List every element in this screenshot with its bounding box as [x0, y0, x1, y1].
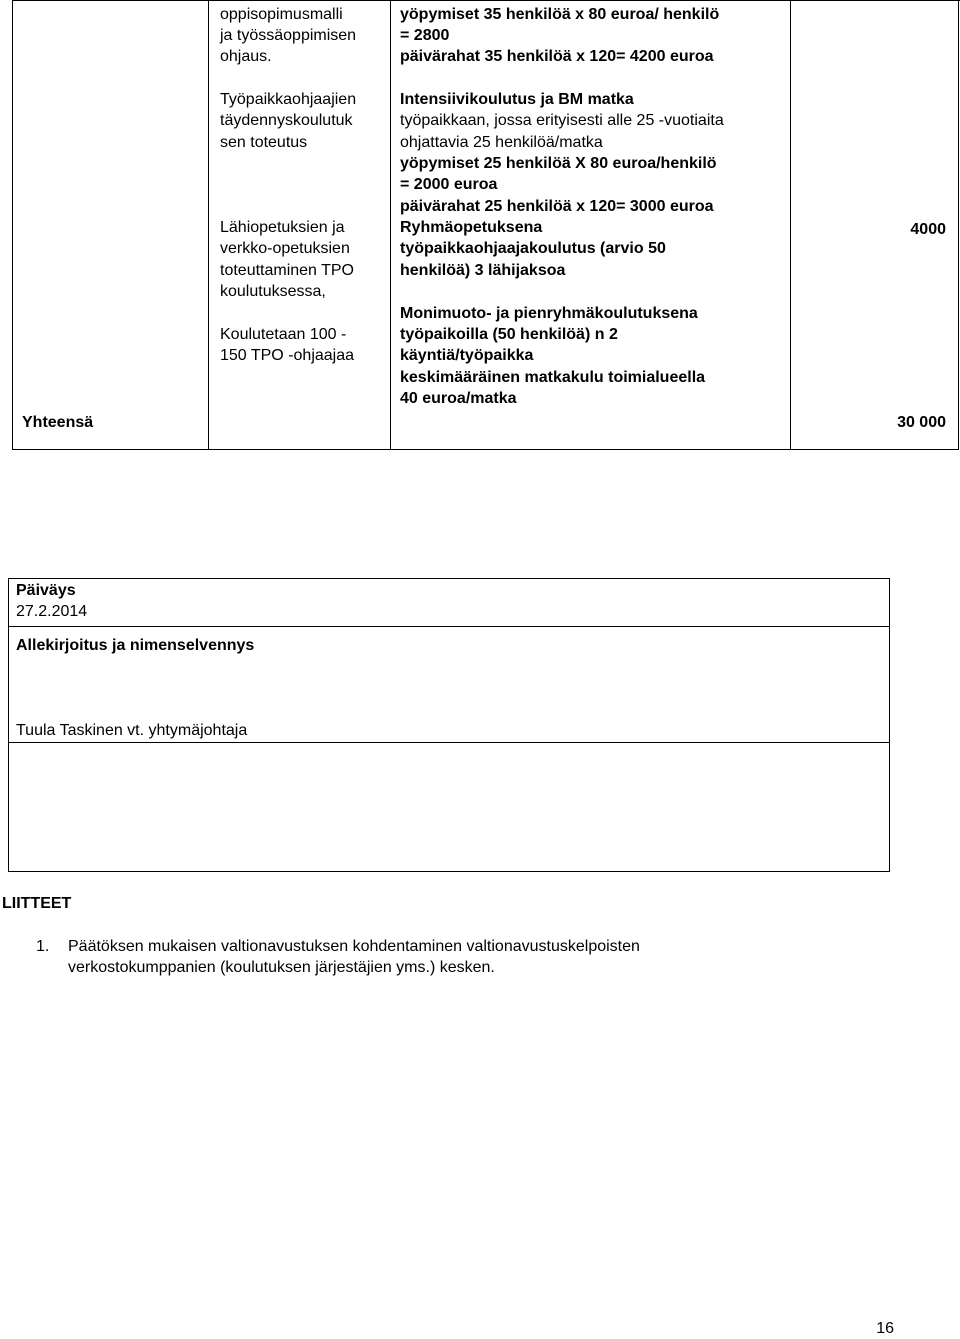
- signer-name: Tuula Taskinen vt. yhtymäjohtaja: [16, 722, 248, 739]
- attachment-number: 1.: [36, 938, 50, 955]
- date-value: 27.2.2014: [16, 603, 88, 620]
- row-main-col2-b2-line-3: käyntiä/työpaikka: [400, 347, 534, 364]
- signature-box-divider-1: [8, 626, 889, 627]
- table-col-divider-2: [390, 0, 391, 450]
- row-main-col1-b1-line-2: täydennyskoulutuk: [220, 112, 353, 129]
- row-main-col2-b2-line-5: 40 euroa/matka: [400, 390, 517, 407]
- row-main-col2-bold-2: = 2000 euroa: [400, 176, 498, 193]
- signature-box-divider-2: [8, 742, 889, 743]
- row-main-col2-bold-4: Ryhmäopetuksena: [400, 219, 543, 236]
- attachment-text-line-2: verkostokumppanien (koulutuksen järjestäjien yms.) kesken.: [68, 959, 495, 976]
- row-main-col2-bold-5: työpaikkaohjaajakoulutus (arvio 50: [400, 240, 666, 257]
- row-main-col1-b1-line-3: sen toteutus: [220, 134, 308, 151]
- row-main-col2-line-1: työpaikkaan, jossa erityisesti alle 25 -vuotiaita: [400, 112, 724, 129]
- page-number: 16: [876, 1320, 894, 1337]
- table-left-border: [12, 0, 13, 450]
- row-main-col1-b2-line-3: toteuttaminen TPO: [220, 262, 354, 279]
- row-main-col1-b2-line-1: Lähiopetuksien ja: [220, 219, 345, 236]
- row-top-col2-line-1: yöpymiset 35 henkilöä x 80 euroa/ henkilö: [400, 6, 720, 23]
- signature-label: Allekirjoitus ja nimenselvennys: [16, 637, 255, 654]
- row-main-col2-title: Intensiivikoulutus ja BM matka: [400, 91, 634, 108]
- date-label: Päiväys: [16, 582, 76, 599]
- row-main-col2-bold-1: yöpymiset 25 henkilöä X 80 euroa/henkilö: [400, 155, 717, 172]
- row-main-col1-b3-line-1: Koulutetaan 100 -: [220, 326, 347, 343]
- row-main-col2-bold-3: päivärahat 25 henkilöä x 120= 3000 euroa: [400, 198, 714, 215]
- row-main-col2-line-2: ohjattavia 25 henkilöä/matka: [400, 134, 603, 151]
- row-main-col1-b1-line-1: Työpaikkaohjaajien: [220, 91, 357, 108]
- attachments-title: LIITTEET: [2, 895, 72, 912]
- row-top-col1-line-1: oppisopimusmalli: [220, 6, 343, 23]
- table-right-border: [958, 0, 959, 450]
- table-top-border: [12, 0, 960, 1]
- row-top-col2-line-2: = 2800: [400, 27, 450, 44]
- row-top-col2-line-3: päivärahat 35 henkilöä x 120= 4200 euroa: [400, 48, 714, 65]
- total-value: 30 000: [897, 414, 946, 431]
- row-main-col2-b2-line-4: keskimääräinen matkakulu toimialueella: [400, 369, 706, 386]
- attachment-text-line-1: Päätöksen mukaisen valtionavustuksen kohdentaminen valtionavustuskelpoisten: [68, 938, 640, 955]
- row-top-col1-line-3: ohjaus.: [220, 48, 272, 65]
- row-main-amount: 4000: [910, 221, 946, 238]
- table-col-divider-1: [208, 0, 209, 450]
- row-top-col1-line-2: ja työssäoppimisen: [220, 27, 357, 44]
- row-main-col2-b2-line-1: Monimuoto- ja pienryhmäkoulutuksena: [400, 305, 698, 322]
- row-main-col2-b2-line-2: työpaikoilla (50 henkilöä) n 2: [400, 326, 618, 343]
- table-bottom-border: [12, 449, 959, 450]
- row-main-col1-b2-line-2: verkko-opetuksien: [220, 240, 350, 257]
- table-col-divider-3: [790, 0, 791, 450]
- total-label: Yhteensä: [22, 414, 94, 431]
- row-main-col1-b3-line-2: 150 TPO -ohjaajaa: [220, 347, 355, 364]
- row-main-col2-bold-6: henkilöä) 3 lähijaksoa: [400, 262, 566, 279]
- row-main-col1-b2-line-4: koulutuksessa,: [220, 283, 326, 300]
